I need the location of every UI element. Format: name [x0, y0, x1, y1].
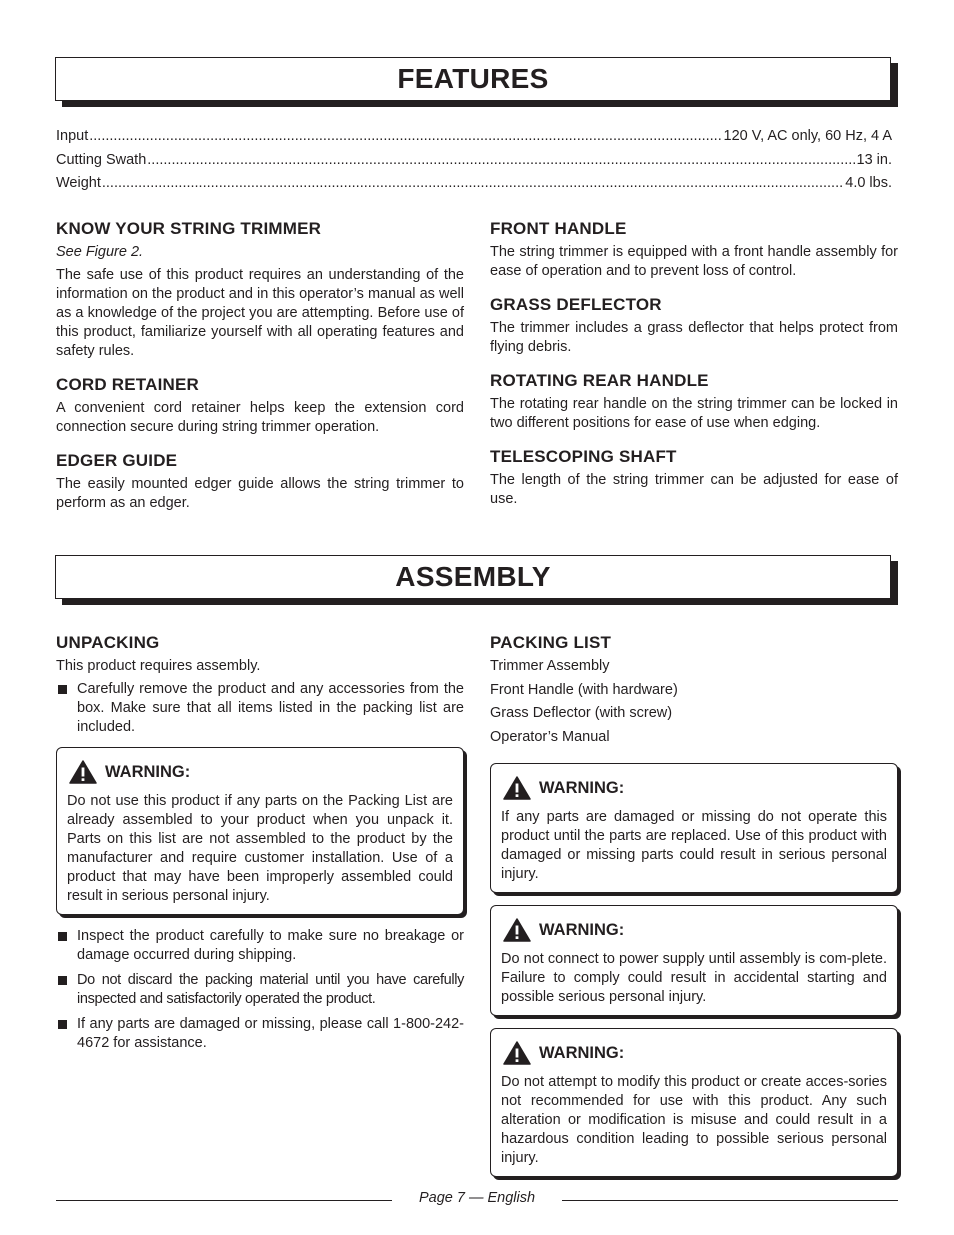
rear-handle-body: The rotating rear handle on the string trimmer can be locked in two different positions for ease of use when edging.	[490, 396, 898, 431]
packing-list-heading: PACKING LIST	[490, 633, 612, 652]
warning-body: Do not connect to power supply until assembly is com-plete. Failure to comply could result in accidental starting and possible serious personal injury.	[501, 951, 887, 1005]
warning-label: WARNING:	[105, 762, 191, 781]
spec-value: 4.0 lbs.	[845, 175, 892, 191]
assembly-title: ASSEMBLY	[395, 561, 551, 592]
warning-header	[501, 776, 887, 800]
list-item: Inspect the product carefully to make sure no breakage or damage occurred during shipping.	[56, 927, 464, 965]
warning-triangle-icon	[69, 760, 97, 784]
unpacking-heading: UNPACKING	[56, 633, 160, 652]
edger-guide-heading: EDGER GUIDE	[56, 451, 178, 470]
warning-box	[490, 763, 898, 893]
assembly-left-column	[56, 633, 464, 1059]
assembly-banner	[55, 555, 891, 599]
list-item: Carefully remove the product and any accessories from the box. Make sure that all items listed in the packing list are included.	[56, 680, 464, 737]
warning-box	[490, 1028, 898, 1177]
warning-triangle-icon	[503, 918, 531, 942]
spec-label: Cutting Swath	[56, 151, 147, 168]
leader-dots	[147, 152, 855, 168]
telescoping-shaft-body: The length of the string trimmer can be adjusted for ease of use.	[490, 472, 898, 507]
front-handle-body: The string trimmer is equipped with a front handle assembly for ease of operation and to prevent loss of control.	[490, 244, 898, 279]
spec-row-cutting-swath	[56, 152, 892, 176]
telescoping-shaft-heading: TELESCOPING SHAFT	[490, 447, 677, 466]
warning-header	[501, 1041, 887, 1065]
know-heading: KNOW YOUR STRING TRIMMER	[56, 219, 322, 238]
know-body: The safe use of this product requires an understanding of the information on the product and in this operator’s manual as well as a knowledge of the project you are attempting. Before use of this product, familiarize yourself with all operating features and safety rules.	[56, 267, 464, 359]
grass-deflector-heading: GRASS DEFLECTOR	[490, 295, 662, 314]
warning-header	[501, 918, 887, 942]
leader-dots	[89, 128, 722, 144]
leader-dots	[102, 175, 844, 191]
figure-reference: See Figure 2.	[56, 244, 144, 260]
spec-label: Input	[56, 128, 89, 144]
front-handle-heading: FRONT HANDLE	[490, 219, 627, 238]
warning-box	[56, 747, 464, 915]
packing-item: Grass Deflector (with screw)	[490, 705, 673, 721]
cord-retainer-body: A convenient cord retainer helps keep the extension cord connection secure during string trimmer operation.	[56, 400, 464, 435]
warning-triangle-icon	[503, 776, 531, 800]
packing-item: Front Handle (with hardware)	[490, 681, 678, 698]
know-section	[56, 219, 464, 361]
unpacking-intro: This product requires assembly.	[56, 658, 261, 674]
front-handle-section	[490, 219, 898, 281]
unpacking-bullets-top	[56, 680, 464, 737]
warning-label: WARNING:	[539, 920, 625, 939]
list-item: If any parts are damaged or missing, please call 1-800-242-4672 for assistance.	[56, 1015, 464, 1053]
warning-triangle-icon	[503, 1041, 531, 1065]
packing-item: Operator’s Manual	[490, 728, 610, 745]
warning-box	[490, 905, 898, 1016]
warning-body: If any parts are damaged or missing do not operate this product until the parts are replaced. Use of this product with damaged or missing parts could result in serious personal injury.	[501, 809, 887, 882]
page-number: Page 7 — English	[418, 1190, 536, 1206]
warning-label: WARNING:	[539, 778, 625, 797]
rear-handle-section	[490, 371, 898, 433]
grass-deflector-section	[490, 295, 898, 357]
edger-guide-body: The easily mounted edger guide allows the string trimmer to perform as an edger.	[56, 476, 464, 511]
list-item: Do not discard the packing material until you have carefully inspected and satisfactorily operated the product.	[56, 971, 464, 1009]
cord-retainer-section	[56, 375, 464, 437]
assembly-right-column	[490, 633, 898, 1177]
warning-body: Do not attempt to modify this product or create acces-sories not recommended for use with this product. Any such alteration or modification is misuse and could result in a hazardous condition leading to possible serious personal injury.	[501, 1074, 887, 1166]
grass-deflector-body: The trimmer includes a grass deflector that helps protect from flying debris.	[490, 320, 898, 355]
features-left-column	[56, 219, 464, 527]
spec-row-weight	[56, 175, 892, 199]
spec-label: Weight	[56, 175, 101, 191]
specifications-list	[56, 128, 892, 199]
packing-list	[490, 655, 898, 749]
warning-header	[67, 760, 453, 784]
features-right-column	[490, 219, 898, 523]
warning-label: WARNING:	[539, 1043, 625, 1062]
packing-item: Trimmer Assembly	[490, 658, 610, 674]
cord-retainer-heading: CORD RETAINER	[56, 375, 200, 394]
features-title: FEATURES	[397, 63, 549, 94]
edger-guide-section	[56, 451, 464, 513]
unpacking-bullets-bottom	[56, 927, 464, 1053]
rear-handle-heading: ROTATING REAR HANDLE	[490, 371, 709, 390]
footer-rule-right	[562, 1200, 898, 1201]
spec-value: 120 V, AC only, 60 Hz, 4 A	[723, 128, 892, 144]
spec-value: 13 in.	[856, 151, 892, 168]
telescoping-shaft-section	[490, 447, 898, 509]
warning-body: Do not use this product if any parts on the Packing List are already assembled to your product when you unpack it. Parts on this list are not assembled to the product by the manufacturer and require customer installation. Use of a product that may have been improperly assembled could result in serious personal injury.	[67, 793, 453, 904]
features-banner	[55, 57, 891, 101]
page-footer	[56, 1188, 898, 1208]
spec-row-input	[56, 128, 892, 152]
